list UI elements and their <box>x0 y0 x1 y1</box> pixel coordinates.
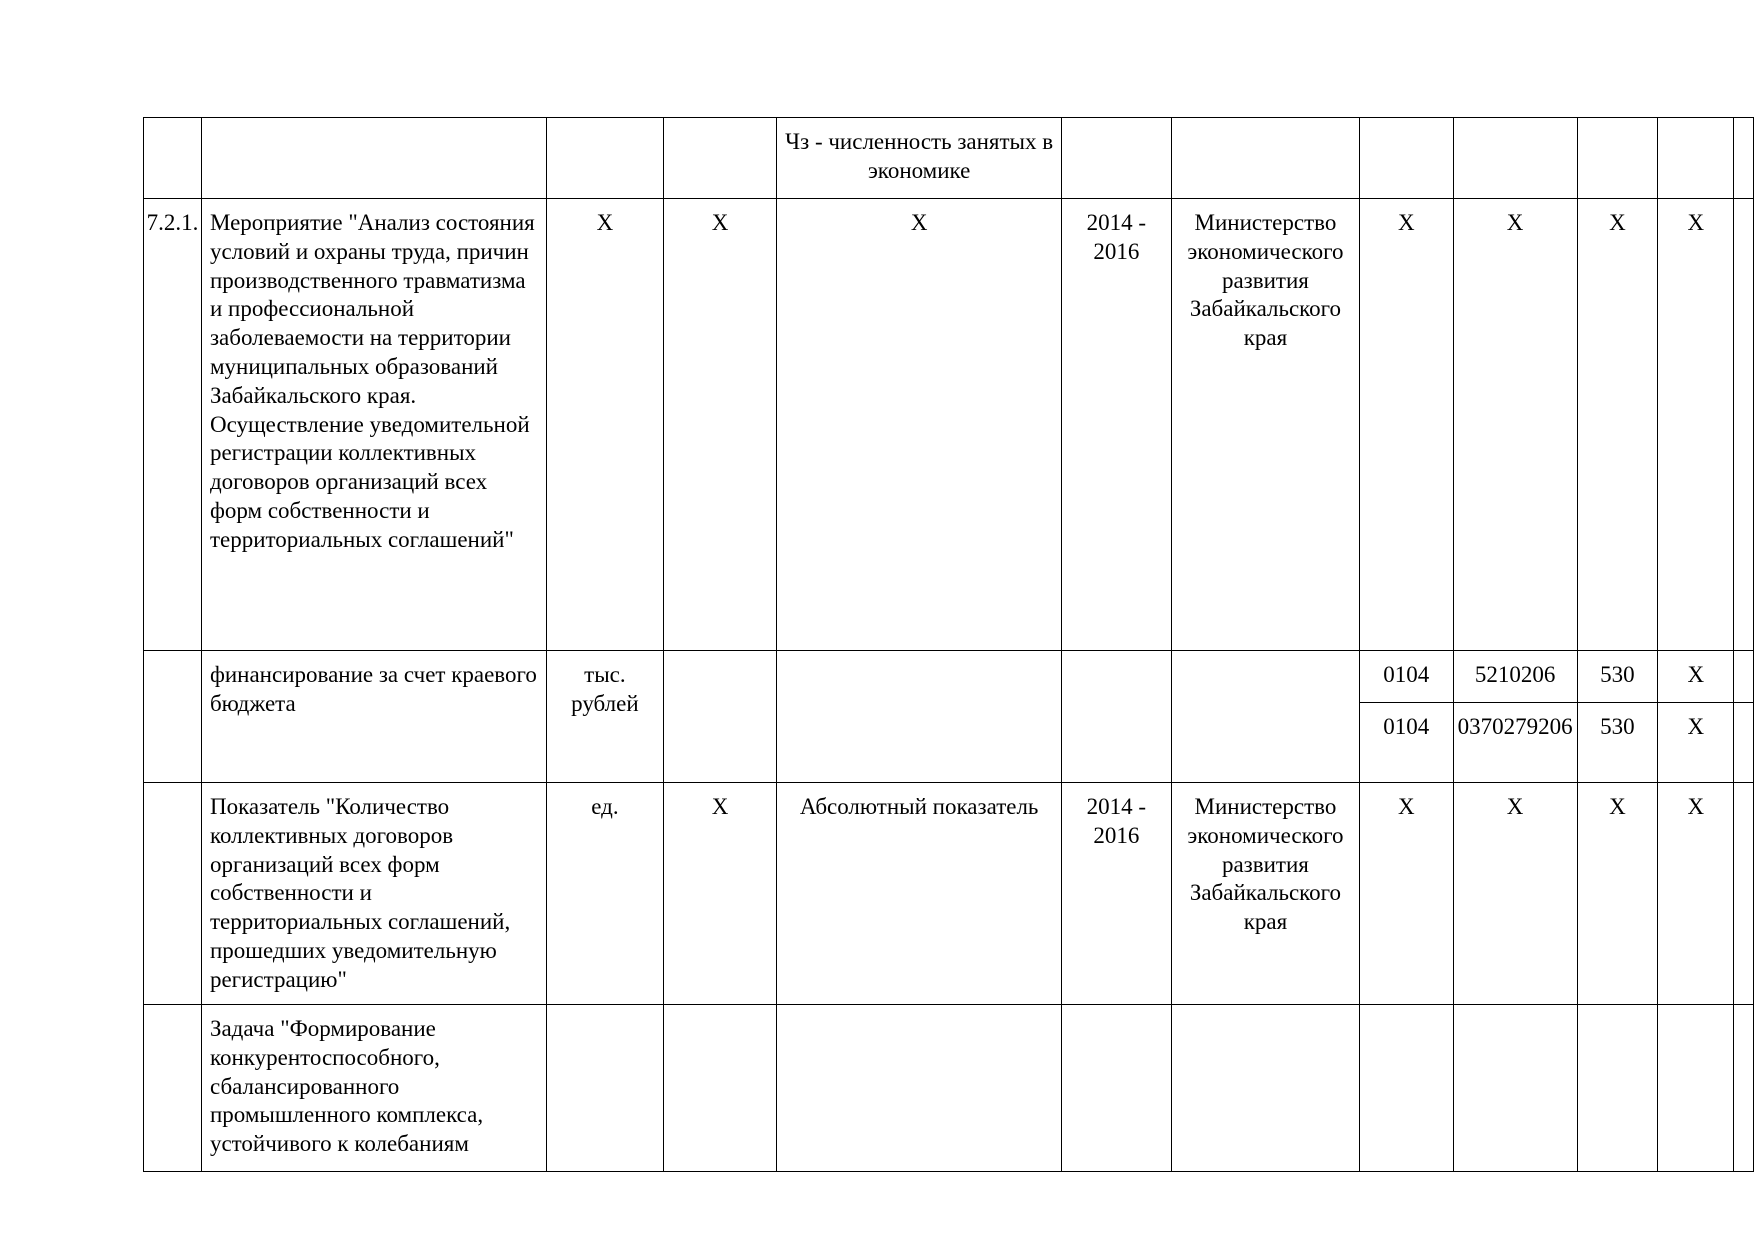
cell-c8: X <box>1360 783 1454 1005</box>
cell-executor <box>1171 1005 1359 1172</box>
cell-executor <box>1171 651 1359 783</box>
cell-formula <box>777 651 1062 783</box>
cell-c12 <box>1734 118 1754 199</box>
cell-period <box>1061 1005 1171 1172</box>
cell-c10: 530 <box>1577 651 1658 703</box>
cell-name: финансирование за счет краевого бюджета <box>201 651 546 783</box>
cell-formula <box>777 1005 1062 1172</box>
cell-c12 <box>1734 651 1754 703</box>
cell-unit: тыс. рублей <box>547 651 664 783</box>
cell-period: 2014 - 2016 <box>1061 199 1171 651</box>
cell-c11: X <box>1658 199 1734 651</box>
cell-name <box>201 118 546 199</box>
cell-c11: X <box>1658 783 1734 1005</box>
cell-c9: 5210206 <box>1453 651 1577 703</box>
cell-c8 <box>1360 1005 1454 1172</box>
cell-c8 <box>1360 118 1454 199</box>
cell-name: Задача "Формирование конкурентоспособного, сбалансированного промышленного комплекса, устойчивого к колебаниям <box>201 1005 546 1172</box>
cell-formula: Чз - численность занятых в экономике <box>777 118 1062 199</box>
cell-c8: X <box>1360 199 1454 651</box>
cell-c11 <box>1658 118 1734 199</box>
cell-c12 <box>1734 703 1754 783</box>
cell-c10: X <box>1577 783 1658 1005</box>
table-row <box>144 118 1754 199</box>
cell-number <box>144 1005 202 1172</box>
cell-c4 <box>663 1005 777 1172</box>
table-row <box>144 1005 1754 1172</box>
cell-c4 <box>663 118 777 199</box>
cell-name: Показатель "Количество коллективных договоров организаций всех форм собственности и территориальных соглашений, прошедших уведомительную регистрацию" <box>201 783 546 1005</box>
cell-number: 7.2.1. <box>144 199 202 651</box>
cell-c11: X <box>1658 703 1734 783</box>
cell-c10 <box>1577 1005 1658 1172</box>
cell-unit: ед. <box>547 783 664 1005</box>
cell-number <box>144 651 202 783</box>
cell-c4: X <box>663 199 777 651</box>
cell-formula: Абсолютный показатель <box>777 783 1062 1005</box>
cell-period: 2014 - 2016 <box>1061 783 1171 1005</box>
program-table <box>143 117 1754 1172</box>
cell-executor: Министерство экономического развития Забайкальского края <box>1171 783 1359 1005</box>
cell-c12 <box>1734 199 1754 651</box>
cell-c11 <box>1658 1005 1734 1172</box>
cell-unit <box>547 118 664 199</box>
cell-executor: Министерство экономического развития Забайкальского края <box>1171 199 1359 651</box>
cell-c9: X <box>1453 199 1577 651</box>
cell-c10: 530 <box>1577 703 1658 783</box>
cell-c10 <box>1577 118 1658 199</box>
table-row <box>144 783 1754 1005</box>
cell-c12 <box>1734 783 1754 1005</box>
cell-name: Мероприятие "Анализ состояния условий и охраны труда, причин производственного травматизма и профессиональной заболеваемости на территории муниципальных образований Забайкальского края. Осуществление уведомительной регистрации коллективных договоров организаций всех форм собственности и территориальных соглашений" <box>201 199 546 651</box>
cell-c8: 0104 <box>1360 703 1454 783</box>
cell-executor <box>1171 118 1359 199</box>
cell-c10: X <box>1577 199 1658 651</box>
cell-number <box>144 783 202 1005</box>
cell-c11: X <box>1658 651 1734 703</box>
cell-period <box>1061 651 1171 783</box>
cell-c9: 0370279206 <box>1453 703 1577 783</box>
cell-c9: X <box>1453 783 1577 1005</box>
cell-c9 <box>1453 1005 1577 1172</box>
cell-period <box>1061 118 1171 199</box>
table-row <box>144 199 1754 651</box>
cell-c8: 0104 <box>1360 651 1454 703</box>
table-row <box>144 651 1754 703</box>
cell-unit <box>547 1005 664 1172</box>
cell-c9 <box>1453 118 1577 199</box>
cell-c12 <box>1734 1005 1754 1172</box>
cell-formula: X <box>777 199 1062 651</box>
cell-unit: X <box>547 199 664 651</box>
cell-c4 <box>663 651 777 783</box>
cell-number <box>144 118 202 199</box>
cell-c4: X <box>663 783 777 1005</box>
